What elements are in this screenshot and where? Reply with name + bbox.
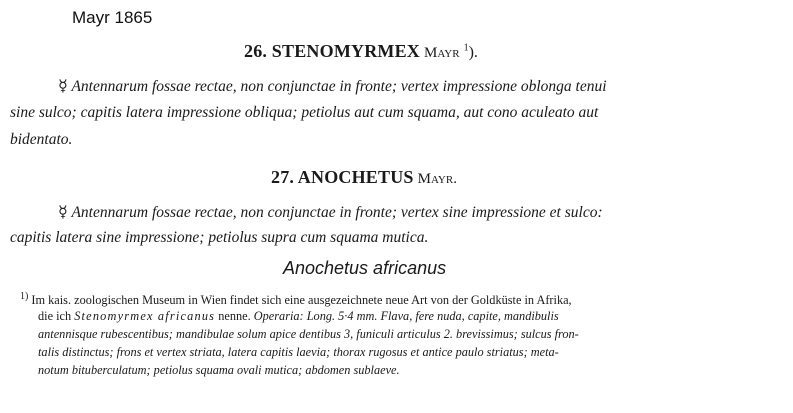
footnote-line-2: [38, 309, 559, 324]
header-label: Mayr 1865: [72, 8, 153, 27]
section-26-text-1: Antennarum fossae rectae, non conjunctae in fronte; vertex impressione oblonga tenui: [71, 78, 607, 95]
footnote-line-2-mid: nenne.: [218, 309, 251, 323]
footnote-text-3: antennisque rubescentibus; mandibulae solum apice dentibus 3, funiculi articulus 2. brevissimus; sulcus fron-: [38, 327, 579, 341]
footnote-line-2-pre: die ich: [38, 309, 72, 323]
section-26-author: Mayr: [424, 45, 460, 61]
species-caption: Anochetus africanus: [283, 258, 447, 278]
section-27-text-1: Antennarum fossae rectae, non conjunctae in fronte; vertex sine impressione et sulco:: [71, 204, 603, 221]
section-26-note-ref: 1: [463, 42, 469, 54]
section-27-line-1: [58, 202, 603, 222]
footnote-text-5: notum bituberculatum; petiolus squama ovali mutica; abdomen sublaeve.: [38, 363, 400, 377]
worker-symbol: ☿: [58, 78, 68, 95]
footnote-line-1: [20, 291, 572, 308]
section-26-trail: ).: [468, 44, 478, 61]
section-26-line-2: sine sulco; capitis latera impressione obliqua; petiolus aut cum squama, aut cono aculeato aut: [10, 104, 599, 121]
section-26-title: 26. STENOMYRMEX: [244, 41, 421, 61]
section-26-line-1: [58, 76, 607, 96]
footnote-text-4: talis distinctus; frons et vertex striata, latera capitis laevia; thorax rugosus et antice paulo striatus; meta-: [38, 345, 559, 359]
section-26-heading: [244, 41, 478, 62]
section-27-heading: [271, 167, 457, 188]
footnote-text-1: Im kais. zoologischen Museum in Wien findet sich eine ausgezeichnete neue Art von der Goldküste in Afrika,: [31, 293, 572, 308]
worker-symbol: ☿: [58, 204, 68, 221]
footnote-line-3: [38, 327, 579, 342]
section-27-line-2: capitis latera sine impressione; petiolus supra cum squama mutica.: [10, 229, 429, 246]
footnote-marker: 1): [20, 291, 29, 302]
section-27-title: 27. ANOCHETUS: [271, 167, 414, 187]
footnote-line-4: [38, 345, 559, 360]
footnote-line-5: [38, 363, 400, 378]
section-26-line-3: bidentato.: [10, 131, 73, 148]
footnote-line-2-italic: Operaria: Long. 5·4 mm. Flava, fere nuda, capite, mandibulis: [253, 309, 559, 323]
section-27-author: Mayr.: [417, 171, 457, 187]
footnote-species-name: Stenomyrmex africanus: [74, 309, 216, 323]
